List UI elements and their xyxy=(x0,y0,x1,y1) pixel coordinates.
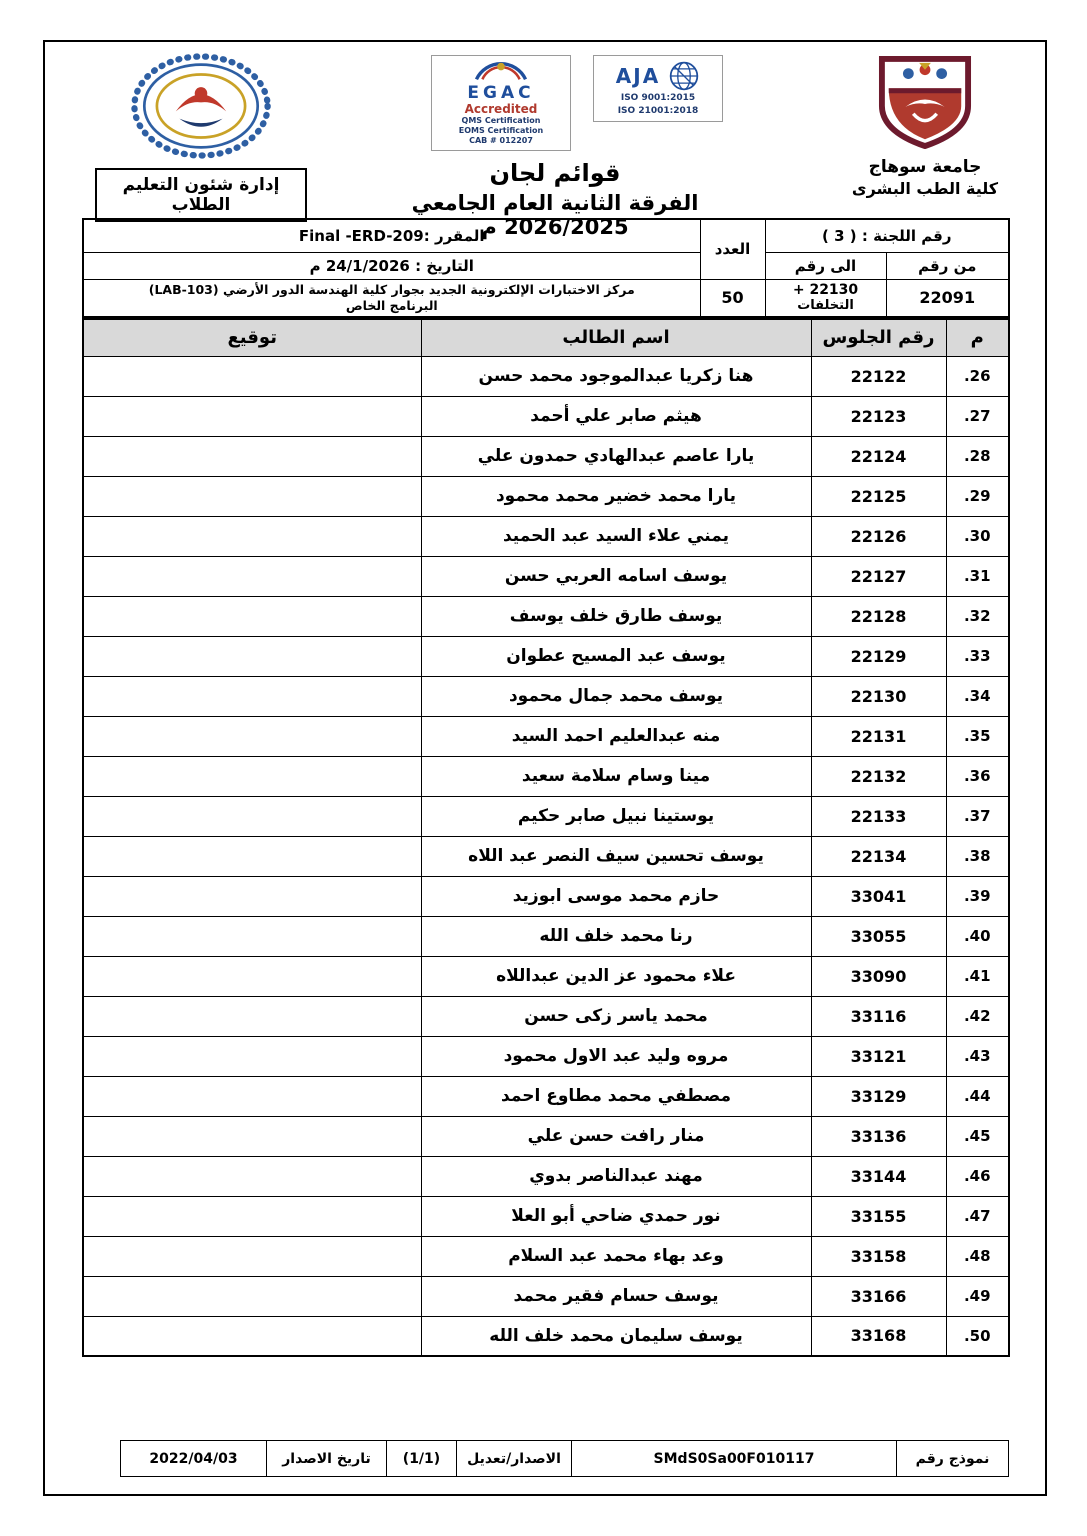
table-row xyxy=(83,876,1009,916)
table-row xyxy=(83,396,1009,436)
exam-location xyxy=(83,279,700,317)
from-number-label: من رقم xyxy=(886,252,1009,279)
student-name: رنا محمد خلف الله xyxy=(421,916,811,956)
seat-number: 22134 xyxy=(811,836,946,876)
department-label: إدارة شئون التعليم الطلاب xyxy=(95,168,307,222)
table-row xyxy=(83,596,1009,636)
student-name: منار رافت حسن علي xyxy=(421,1116,811,1156)
seat-number: 33116 xyxy=(811,996,946,1036)
iso-9001-label: ISO 9001:2015 xyxy=(620,93,696,103)
signature-cell xyxy=(83,796,421,836)
seat-number: 22131 xyxy=(811,716,946,756)
signature-cell xyxy=(83,1116,421,1156)
form-number-label: نموذج رقم xyxy=(897,1441,1009,1477)
signature-cell xyxy=(83,476,421,516)
faculty-name: كلية الطب البشرى xyxy=(851,179,999,198)
seat-number: 33136 xyxy=(811,1116,946,1156)
egac-emblem-icon xyxy=(466,59,536,81)
row-index: 49. xyxy=(946,1276,1009,1316)
signature-cell xyxy=(83,636,421,676)
signature-cell xyxy=(83,1036,421,1076)
exam-location-line1: مركز الاختبارات الإلكترونية الجديد بجوار كلية الهندسة الدور الأرضي (LAB-103) xyxy=(148,282,635,298)
signature-cell xyxy=(83,1076,421,1116)
table-row xyxy=(83,1156,1009,1196)
signature-cell xyxy=(83,836,421,876)
signature-cell xyxy=(83,436,421,476)
students-table-header xyxy=(83,319,1009,356)
student-name: حازم محمد موسى ابوزيد xyxy=(421,876,811,916)
signature-cell xyxy=(83,756,421,796)
table-row xyxy=(83,1036,1009,1076)
globe-icon xyxy=(668,60,700,92)
table-row xyxy=(83,676,1009,716)
seat-number: 33144 xyxy=(811,1156,946,1196)
seat-number: 33166 xyxy=(811,1276,946,1316)
signature-cell xyxy=(83,916,421,956)
seat-number: 22128 xyxy=(811,596,946,636)
faculty-of-medicine-logo-icon xyxy=(121,52,281,160)
student-name: مصطفي محمد مطاوع احمد xyxy=(421,1076,811,1116)
signature-cell xyxy=(83,1236,421,1276)
signature-cell xyxy=(83,876,421,916)
row-index: 40. xyxy=(946,916,1009,956)
row-index: 39. xyxy=(946,876,1009,916)
seat-number: 33129 xyxy=(811,1076,946,1116)
student-name: يوسف تحسين سيف النصر عبد اللاه xyxy=(421,836,811,876)
student-name: نور حمدي ضاحي أبو العلا xyxy=(421,1196,811,1236)
table-row xyxy=(83,796,1009,836)
row-index: 33. xyxy=(946,636,1009,676)
student-name: يوستينا نبيل صابر حكيم xyxy=(421,796,811,836)
header-signature: توقيع xyxy=(83,319,421,356)
table-row xyxy=(83,756,1009,796)
student-name: يوسف حسام فقير محمد xyxy=(421,1276,811,1316)
seat-number: 22127 xyxy=(811,556,946,596)
row-index: 42. xyxy=(946,996,1009,1036)
students-rows xyxy=(83,356,1009,1356)
table-row xyxy=(83,956,1009,996)
seat-number: 33121 xyxy=(811,1036,946,1076)
student-name: يوسف طارق خلف يوسف xyxy=(421,596,811,636)
seat-number: 22123 xyxy=(811,396,946,436)
egac-cert-line: CAB # 012207 xyxy=(469,136,533,146)
table-row xyxy=(83,1196,1009,1236)
revision-value: (1/1) xyxy=(387,1441,457,1477)
student-name: يوسف اسامه العربي حسن xyxy=(421,556,811,596)
students-table xyxy=(82,318,1010,1357)
row-index: 45. xyxy=(946,1116,1009,1156)
signature-cell xyxy=(83,596,421,636)
table-row xyxy=(83,996,1009,1036)
signature-cell xyxy=(83,356,421,396)
count-value: 50 xyxy=(700,279,765,317)
to-number-note: التخلفات xyxy=(797,298,854,314)
table-row xyxy=(83,916,1009,956)
student-name: يوسف عبد المسيح عطوان xyxy=(421,636,811,676)
signature-cell xyxy=(83,716,421,756)
row-index: 27. xyxy=(946,396,1009,436)
signature-cell xyxy=(83,996,421,1036)
student-name: محمد ياسر زكى حسن xyxy=(421,996,811,1036)
exam-location-line2: البرنامج الخاص xyxy=(345,297,438,313)
issue-date-value: 2022/04/03 xyxy=(121,1441,267,1477)
footer-form-table xyxy=(120,1440,1009,1477)
row-index: 26. xyxy=(946,356,1009,396)
to-number-value xyxy=(765,279,886,317)
row-index: 29. xyxy=(946,476,1009,516)
seat-number: 22132 xyxy=(811,756,946,796)
signature-cell xyxy=(83,396,421,436)
seat-number: 33090 xyxy=(811,956,946,996)
row-index: 44. xyxy=(946,1076,1009,1116)
row-index: 30. xyxy=(946,516,1009,556)
egac-accredited-label: Accredited xyxy=(464,102,538,116)
header-right-block xyxy=(843,55,1007,198)
student-name: يوسف محمد جمال محمود xyxy=(421,676,811,716)
student-name: وعد بهاء محمد عبد السلام xyxy=(421,1236,811,1276)
signature-cell xyxy=(83,1316,421,1356)
seat-number: 22130 xyxy=(811,676,946,716)
table-row xyxy=(83,1316,1009,1356)
row-index: 38. xyxy=(946,836,1009,876)
row-index: 32. xyxy=(946,596,1009,636)
aja-logo-top xyxy=(596,60,720,92)
header-left-block xyxy=(95,52,307,222)
student-name: يارا عاصم عبدالهادي حمدون علي xyxy=(421,436,811,476)
seat-number: 33041 xyxy=(811,876,946,916)
to-number-label: الى رقم xyxy=(765,252,886,279)
student-name: هيثم صابر علي أحمد xyxy=(421,396,811,436)
signature-cell xyxy=(83,556,421,596)
student-name: مينا وسام سلامة سعيد xyxy=(421,756,811,796)
student-name: مهند عبدالناصر بدوي xyxy=(421,1156,811,1196)
table-row xyxy=(83,476,1009,516)
seat-number: 33158 xyxy=(811,1236,946,1276)
table-row xyxy=(83,636,1009,676)
student-name: هنا زكريا عبدالموجود محمد حسن xyxy=(421,356,811,396)
table-row xyxy=(83,1116,1009,1156)
seat-number: 33055 xyxy=(811,916,946,956)
row-index: 48. xyxy=(946,1236,1009,1276)
row-index: 41. xyxy=(946,956,1009,996)
row-index: 37. xyxy=(946,796,1009,836)
signature-cell xyxy=(83,516,421,556)
student-name: مروه وليد عبد الاول محمود xyxy=(421,1036,811,1076)
student-name: يارا محمد خضير محمد محمود xyxy=(421,476,811,516)
student-name: منه عبدالعليم احمد السيد xyxy=(421,716,811,756)
from-number-value: 22091 xyxy=(886,279,1009,317)
table-row xyxy=(83,516,1009,556)
page-title: قوائم لجان xyxy=(489,159,621,188)
table-row xyxy=(83,1276,1009,1316)
seat-number: 22129 xyxy=(811,636,946,676)
table-row xyxy=(83,556,1009,596)
row-index: 47. xyxy=(946,1196,1009,1236)
to-number-plus: + 22130 xyxy=(792,281,859,298)
table-row xyxy=(83,1236,1009,1276)
table-row xyxy=(83,716,1009,756)
row-index: 46. xyxy=(946,1156,1009,1196)
seat-number: 33168 xyxy=(811,1316,946,1356)
header-index: م xyxy=(946,319,1009,356)
exam-date: التاريخ : 24/1/2026 م xyxy=(83,252,700,279)
table-row xyxy=(83,836,1009,876)
aja-iso-logo xyxy=(593,55,723,122)
course-name: المقرر :Final -ERD-209 xyxy=(83,219,700,252)
row-index: 34. xyxy=(946,676,1009,716)
committee-number: رقم اللجنة : ( 3 ) xyxy=(765,219,1009,252)
egac-cert-line: QMS Certification xyxy=(461,116,541,126)
signature-cell xyxy=(83,676,421,716)
row-index: 28. xyxy=(946,436,1009,476)
seat-number: 22133 xyxy=(811,796,946,836)
seat-number: 22126 xyxy=(811,516,946,556)
accreditation-logos-row xyxy=(372,55,782,151)
seat-number: 33155 xyxy=(811,1196,946,1236)
university-name: جامعة سوهاج xyxy=(868,157,982,177)
header-seat-number: رقم الجلوس xyxy=(811,319,946,356)
count-label: العدد xyxy=(700,219,765,279)
signature-cell xyxy=(83,1156,421,1196)
student-name: يوسف سليمان محمد خلف الله xyxy=(421,1316,811,1356)
signature-cell xyxy=(83,956,421,996)
egac-name: EGAC xyxy=(467,83,535,103)
signature-cell xyxy=(83,1196,421,1236)
header-student-name: اسم الطالب xyxy=(421,319,811,356)
student-name: علاء محمود عز الدين عبداللاه xyxy=(421,956,811,996)
table-row xyxy=(83,356,1009,396)
signature-cell xyxy=(83,1276,421,1316)
table-row xyxy=(83,1076,1009,1116)
row-index: 43. xyxy=(946,1036,1009,1076)
egac-cert-line: EOMS Certification xyxy=(458,126,544,136)
university-shield-logo-icon xyxy=(876,55,974,149)
seat-number: 22122 xyxy=(811,356,946,396)
row-index: 36. xyxy=(946,756,1009,796)
row-index: 31. xyxy=(946,556,1009,596)
issue-date-label: تاريخ الاصدار xyxy=(267,1441,387,1477)
seat-number: 22124 xyxy=(811,436,946,476)
header-center-block xyxy=(350,55,760,239)
page-subtitle: الفرقة الثانية العام الجامعي 2026/2025 م xyxy=(411,191,699,240)
exam-info-table xyxy=(82,218,1010,318)
aja-name: AJA xyxy=(615,64,661,88)
revision-label: الاصدار/تعديل xyxy=(457,1441,572,1477)
row-index: 50. xyxy=(946,1316,1009,1356)
student-name: يمني علاء السيد عبد الحميد xyxy=(421,516,811,556)
table-row xyxy=(83,436,1009,476)
form-number-value: SMdS0Sa00F010117 xyxy=(572,1441,897,1477)
seat-number: 22125 xyxy=(811,476,946,516)
row-index: 35. xyxy=(946,716,1009,756)
iso-21001-label: ISO 21001:2018 xyxy=(617,105,699,116)
egac-accreditation-logo xyxy=(431,55,571,151)
